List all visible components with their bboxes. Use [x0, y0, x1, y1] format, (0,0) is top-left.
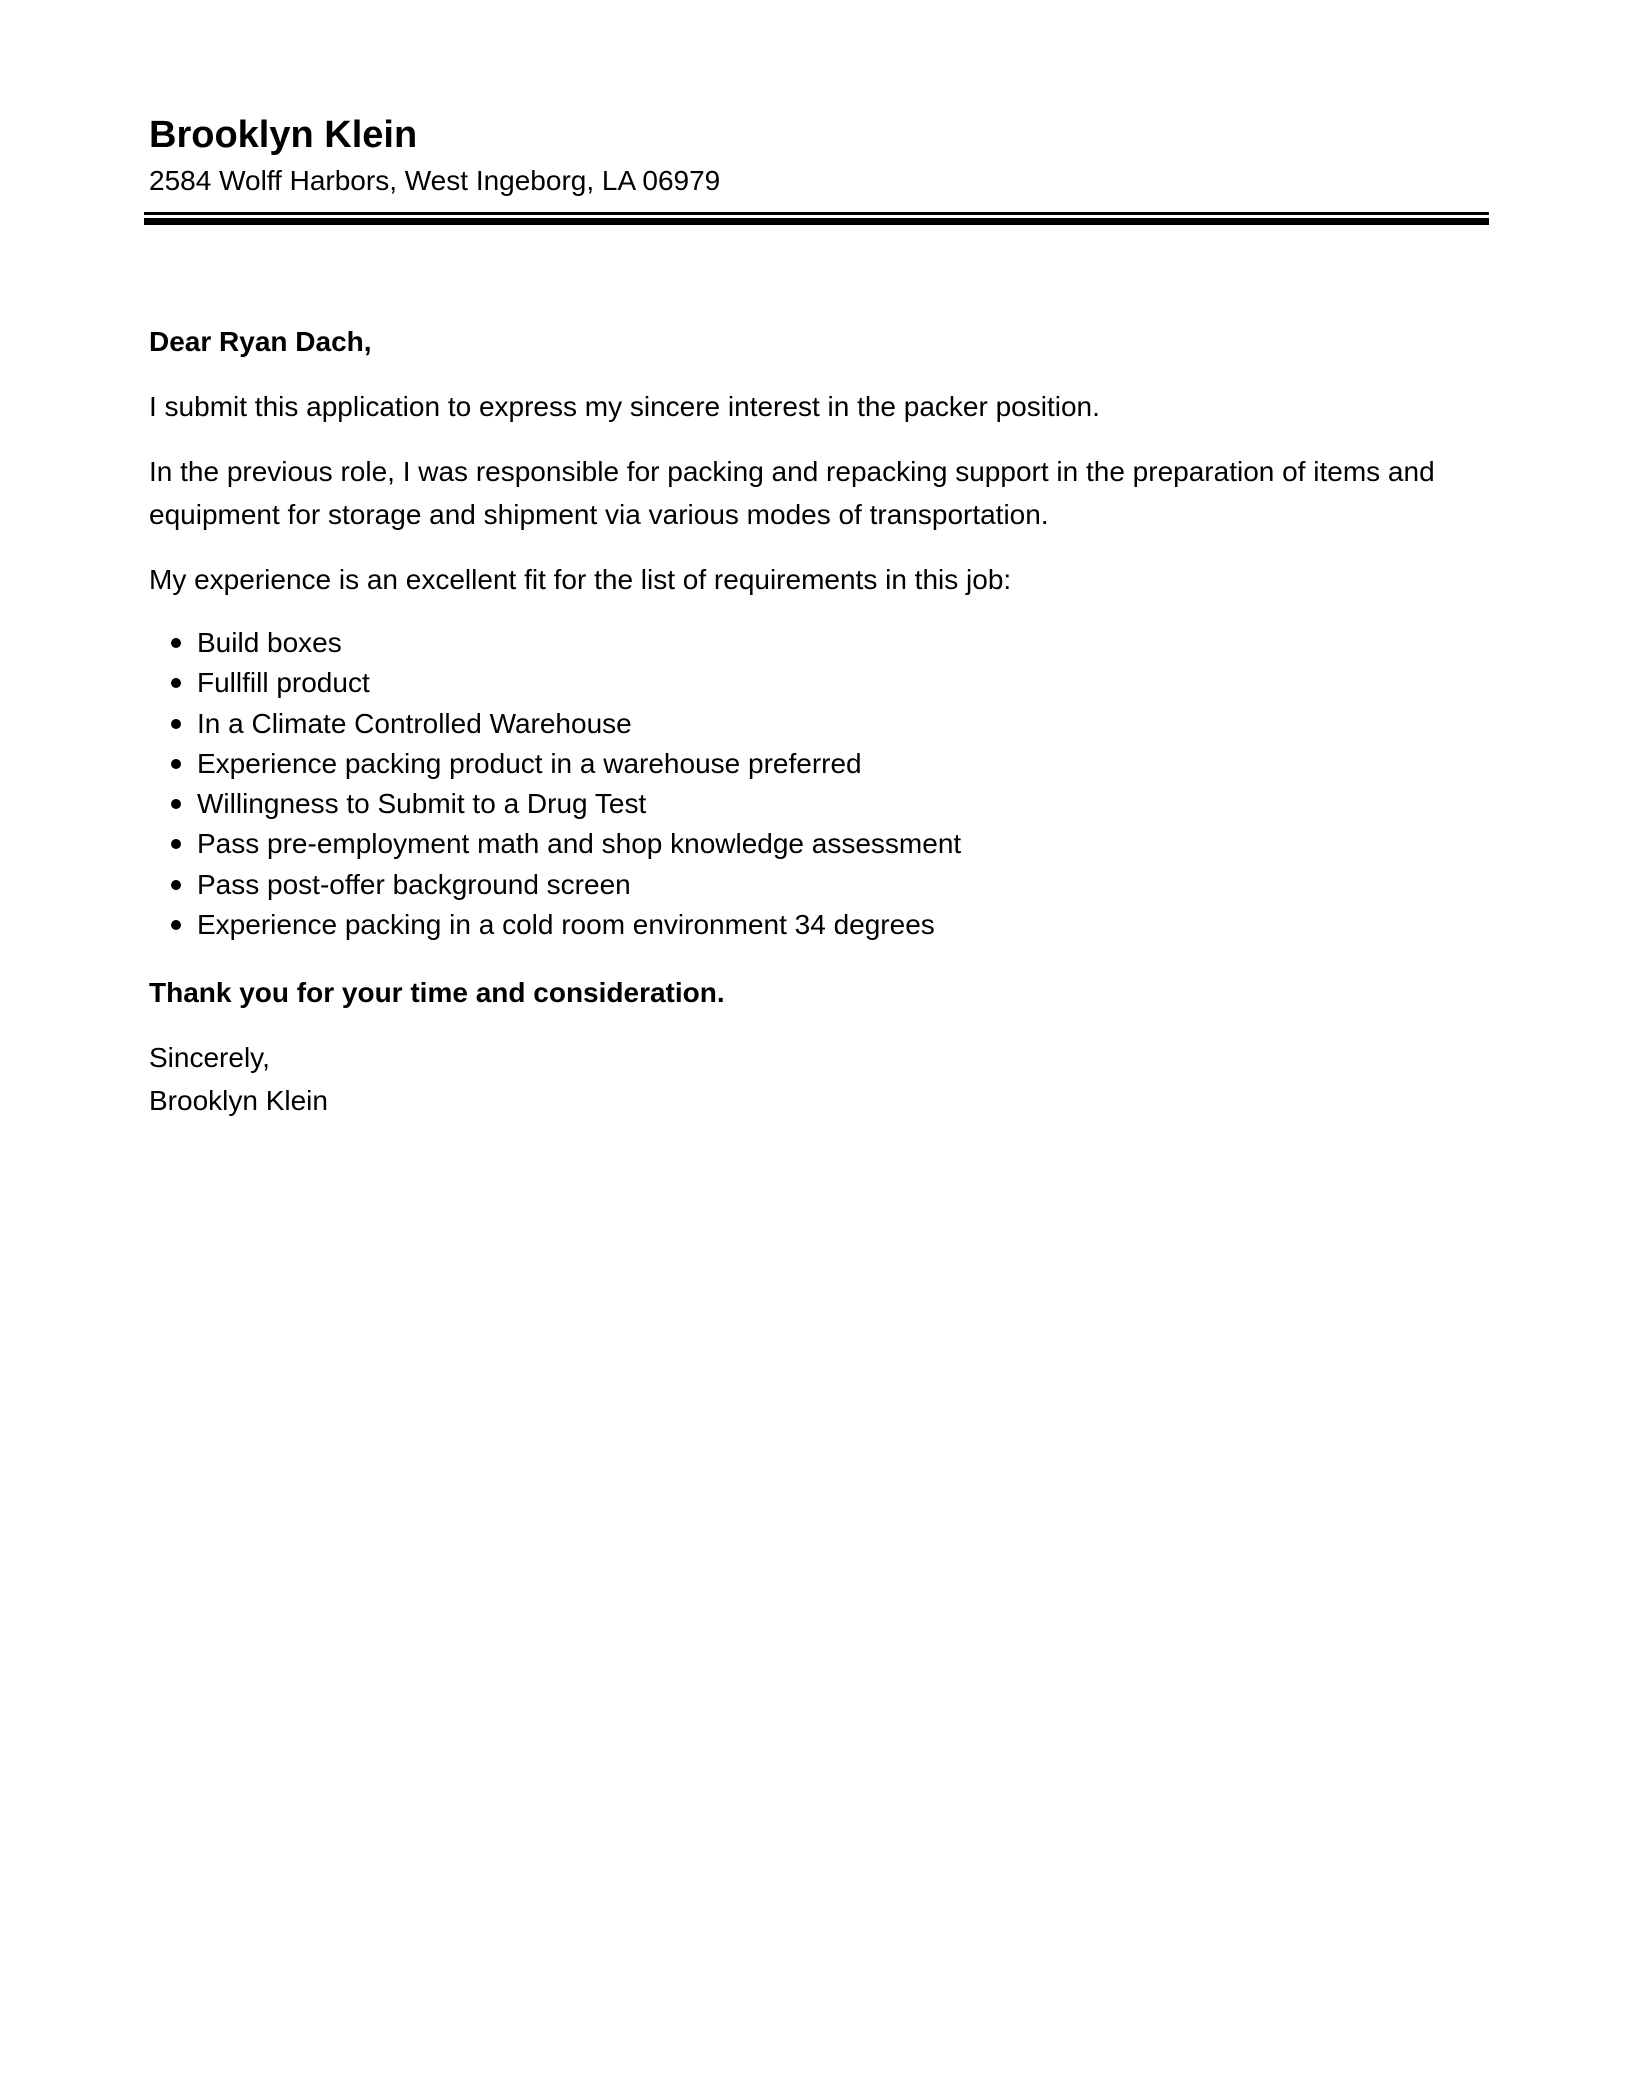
- list-item: Pass pre-employment math and shop knowledge assessment: [149, 824, 1489, 864]
- letter-body: [149, 320, 1489, 1122]
- signature-name: Brooklyn Klein: [149, 1085, 328, 1117]
- list-item: Pass post-offer background screen: [149, 865, 1489, 905]
- list-item: Fullfill product: [149, 663, 1489, 703]
- list-item: In a Climate Controlled Warehouse: [149, 704, 1489, 744]
- signoff: Sincerely,: [149, 1042, 270, 1074]
- list-item: Experience packing product in a warehouse preferred: [149, 744, 1489, 784]
- closing-line: Thank you for your time and consideration.: [149, 977, 725, 1009]
- sender-address: 2584 Wolff Harbors, West Ingeborg, LA 06979: [149, 165, 721, 196]
- list-item: Willingness to Submit to a Drug Test: [149, 784, 1489, 824]
- letter-header: [149, 110, 1489, 200]
- list-item: Build boxes: [149, 623, 1489, 663]
- sender-name: Brooklyn Klein: [149, 114, 418, 156]
- paragraph-experience: In the previous role, I was responsible for packing and repacking support in the preparation of items and equipment for storage and shipment via various modes of transportation.: [149, 456, 1435, 530]
- paragraph-intro: I submit this application to express my sincere interest in the packer position.: [149, 391, 1100, 422]
- list-item: Experience packing in a cold room environment 34 degrees: [149, 905, 1489, 945]
- divider-thick-line: [144, 218, 1489, 225]
- header-divider: [144, 212, 1489, 225]
- salutation: Dear Ryan Dach,: [149, 326, 372, 357]
- requirements-list: [149, 623, 1489, 945]
- paragraph-requirements-intro: My experience is an excellent fit for the list of requirements in this job:: [149, 564, 1012, 595]
